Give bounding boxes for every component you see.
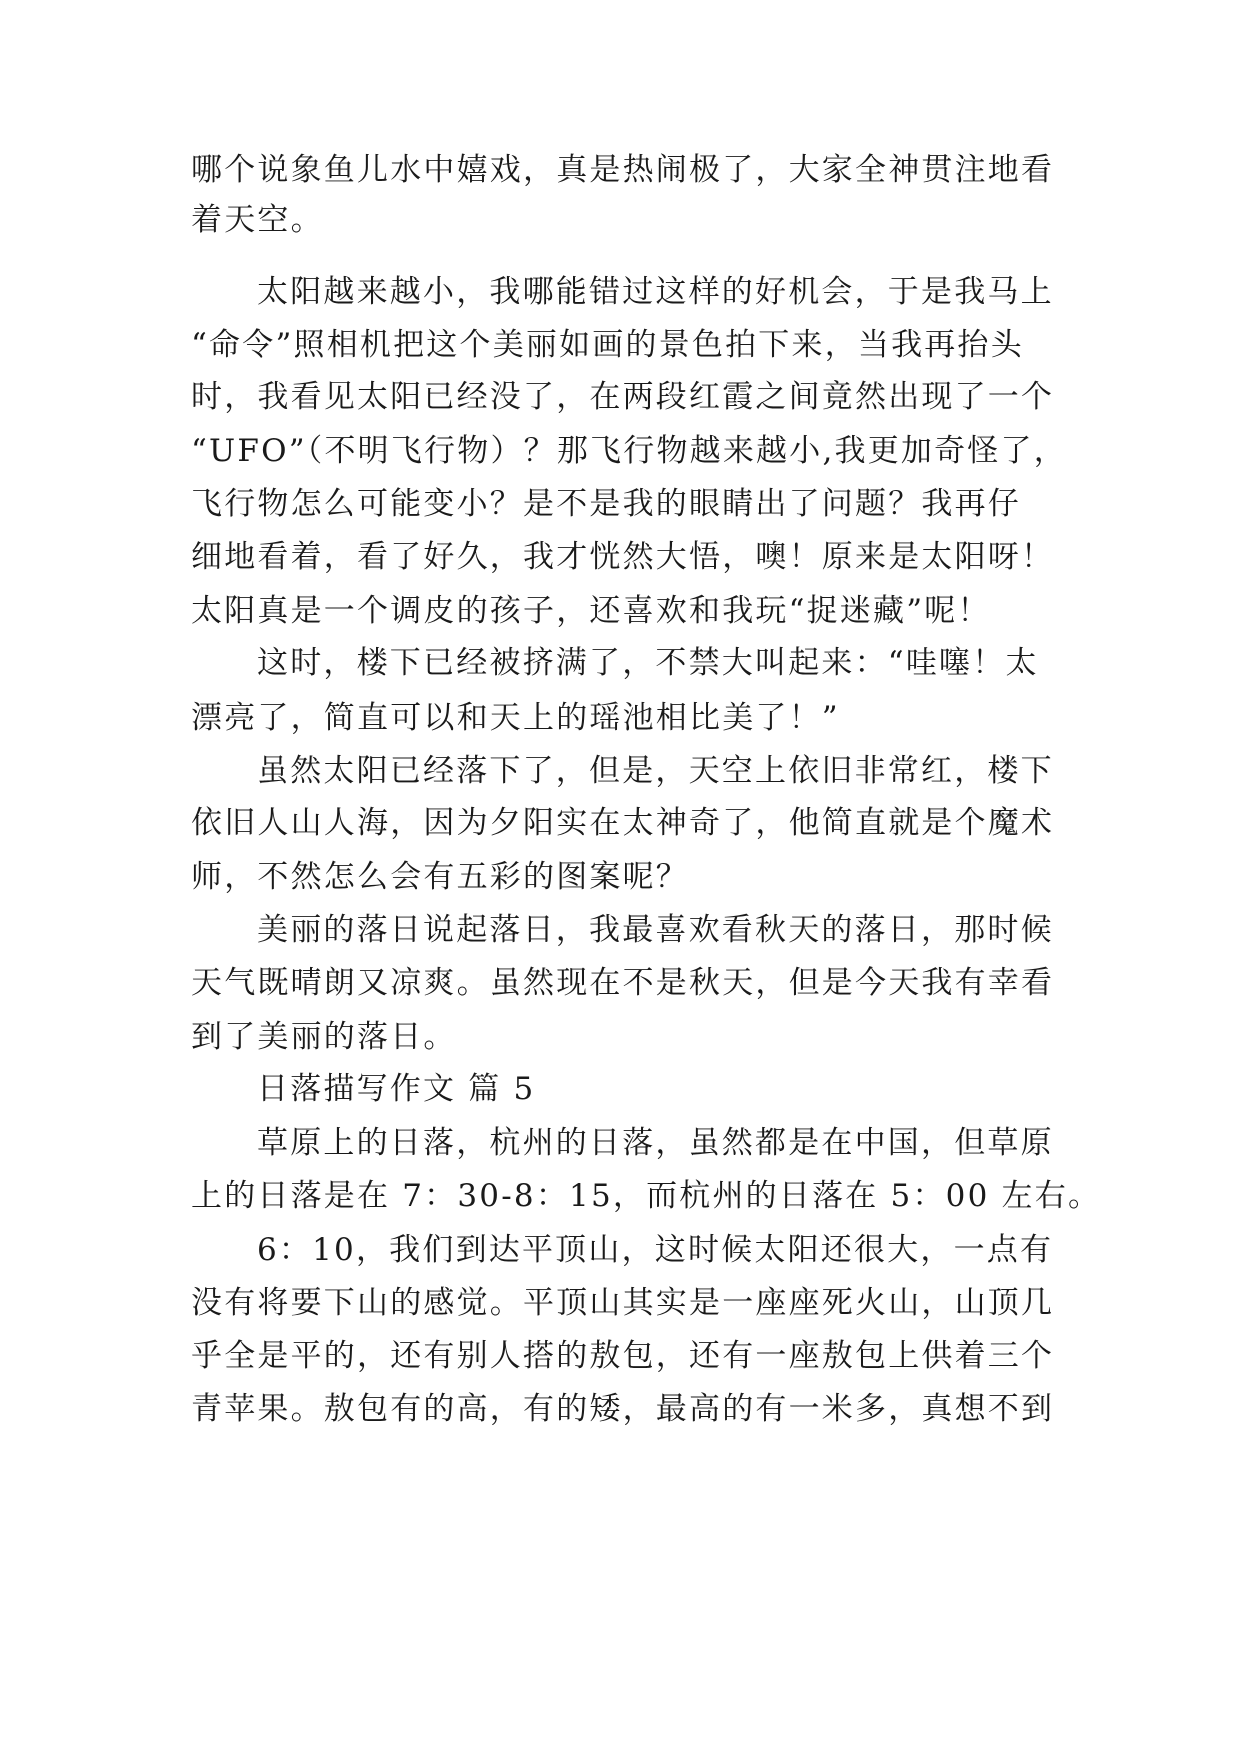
text-line: 上的日落是在 7：30-8：15，而杭州的日落在 5：00 左右。 <box>191 1178 1102 1214</box>
paragraph-start-line: 这时，楼下已经被挤满了，不禁大叫起来：“哇噻！太 <box>257 645 1039 681</box>
text-line: 依旧人山人海，因为夕阳实在太神奇了，他简直就是个魔术 <box>191 805 1055 841</box>
paragraph-start-line: 美丽的落日说起落日，我最喜欢看秋天的落日，那时候 <box>257 912 1054 948</box>
text-line: 青苹果。敖包有的高，有的矮，最高的有一米多，真想不到 <box>191 1391 1055 1427</box>
text-line: “命令”照相机把这个美丽如画的景色拍下来，当我再抬头 <box>191 327 1024 363</box>
paragraph-start-line: 太阳越来越小，我哪能错过这样的好机会，于是我马上 <box>257 274 1054 310</box>
text-line: 哪个说象鱼儿水中嬉戏，真是热闹极了，大家全神贯注地看 <box>191 152 1055 188</box>
text-line: 到了美丽的落日。 <box>191 1019 457 1055</box>
text-line: 没有将要下山的感觉。平顶山其实是一座座死火山，山顶几 <box>191 1285 1055 1321</box>
paragraph-start-line: 草原上的日落，杭州的日落，虽然都是在中国，但草原 <box>257 1125 1054 1161</box>
text-line: 天气既晴朗又凉爽。虽然现在不是秋天，但是今天我有幸看 <box>191 965 1055 1001</box>
text-line: 飞行物怎么可能变小？是不是我的眼睛出了问题？我再仔 <box>191 486 1021 522</box>
text-line: 时，我看见太阳已经没了，在两段红霞之间竟然出现了一个 <box>191 379 1055 415</box>
text-line: 太阳真是一个调皮的孩子，还喜欢和我玩“捉迷藏”呢！ <box>191 593 991 629</box>
paragraph-start-line: 虽然太阳已经落下了，但是，天空上依旧非常红，楼下 <box>257 753 1054 789</box>
paragraph-start-line: 6：10，我们到达平顶山，这时候太阳还很大，一点有 <box>257 1232 1054 1268</box>
text-line: “UFO”（不明飞行物）？那飞行物越来越小,我更加奇怪了， <box>191 433 1067 469</box>
text-line: 乎全是平的，还有别人搭的敖包，还有一座敖包上供着三个 <box>191 1338 1055 1374</box>
section-heading: 日落描写作文 篇 5 <box>257 1071 536 1107</box>
text-line: 着天空。 <box>191 202 324 238</box>
text-line: 漂亮了，简直可以和天上的瑶池相比美了！” <box>191 700 840 736</box>
text-line: 师，不然怎么会有五彩的图案呢？ <box>191 859 689 895</box>
text-line: 细地看着，看了好久，我才恍然大悟，噢！原来是太阳呀！ <box>191 539 1055 575</box>
